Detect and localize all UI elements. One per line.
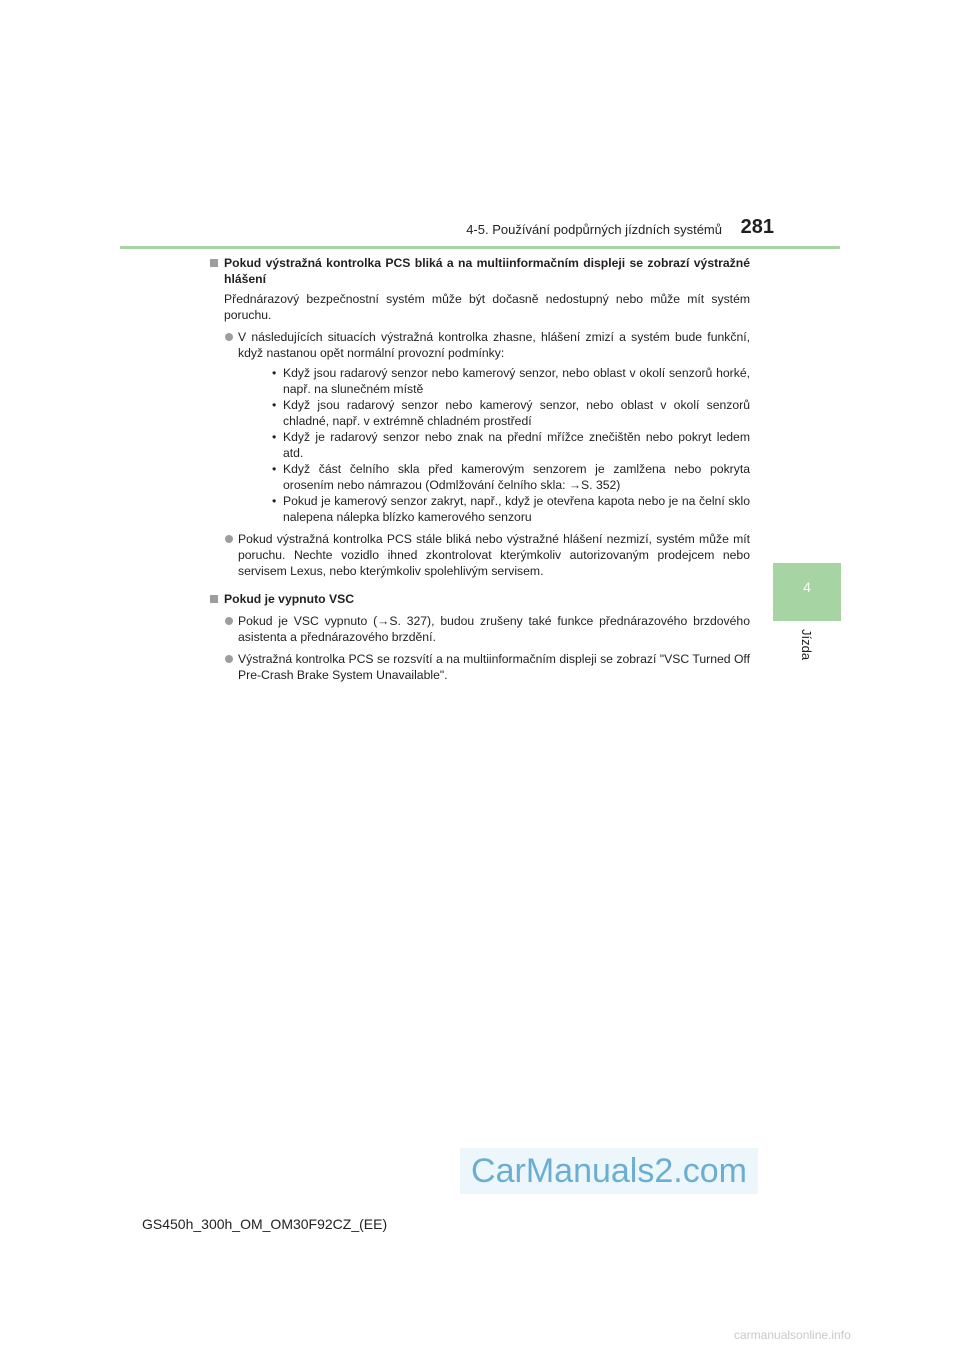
square-bullet-icon: [210, 595, 218, 603]
round-bullet-icon: [225, 617, 233, 625]
page-number: 281: [740, 216, 774, 238]
chapter-label-area: [773, 621, 841, 681]
bullet-item: V následujících situacích výstražná kontrolka zhasne, hlášení zmizí a systém bude funkční, když nastanou opět normální provozní podmínky: • Když jsou radarový senzor nebo kamerový senzor, nebo oblast v okolí senzorů horké, např. na slunečném místě • Když jsou radarový senzor nebo kamerový senzor, nebo oblast v okolí senzorů chladné, např. v extrémně chladném prostředí • Když je radarový senzor nebo znak na přední mřížce znečištěn nebo pokryt ledem atd. • Když část čelního skla před kamerovým senzorem je zamlžena nebo pokryta orosením nebo námrazou (Odmlžování čelního skla: →S. 352) • Pokud je kamerový senzor zakryt, např., když je otevřena kapota nebo je na čelní sklo nalepena nálepka blízko kamerového senzoru: [210, 329, 750, 525]
chapter-number: 4: [803, 579, 811, 595]
sub-list-item: • Když jsou radarový senzor nebo kamerový senzor, nebo oblast v okolí senzorů chladné, např. v extrémně chladném prostředí: [272, 398, 750, 428]
page-header: [120, 216, 840, 249]
chapter-label: Jízda: [799, 629, 814, 661]
bullet-item: Pokud výstražná kontrolka PCS stále bliká nebo výstražné hlášení nezmizí, systém může mít poruchu. Nechte vozidlo ihned zkontrolovat kterýmkoliv autorizovaným prodejcem nebo servisem Lexus, nebo kterýmkoliv spolehlivým servisem.: [210, 531, 750, 579]
section-heading: Pokud výstražná kontrolka PCS bliká a na multiinformačním displeji se zobrazí výstražné hlášení: [210, 255, 750, 287]
sub-list: [238, 365, 750, 525]
chapter-tab[interactable]: [773, 563, 841, 621]
section-paragraph: Přednárazový bezpečnostní systém může být dočasně nedostupný nebo může mít systém poruchu.: [224, 292, 750, 322]
sub-list-item: • Když jsou radarový senzor nebo kamerový senzor, nebo oblast v okolí senzorů horké, např. na slunečném místě: [272, 366, 750, 396]
section-title: 4-5. Používání podpůrných jízdních systémů: [466, 222, 722, 237]
sub-list-item: • Pokud je kamerový senzor zakryt, např., když je otevřena kapota nebo je na čelní sklo nalepena nálepka blízko kamerového senzoru: [272, 494, 750, 524]
watermark-site[interactable]: carmanualsonline.info: [734, 1328, 851, 1342]
sub-list-item: • Když část čelního skla před kamerovým senzorem je zamlžena nebo pokryta orosením nebo námrazou (Odmlžování čelního skla: →S. 352): [272, 462, 750, 492]
watermark-logo[interactable]: CarManuals2.com: [460, 1148, 758, 1194]
section-heading: Pokud je vypnuto VSC: [210, 591, 750, 607]
round-bullet-icon: [225, 655, 233, 663]
bullet-item: Pokud je VSC vypnuto (→S. 327), budou zrušeny také funkce přednárazového brzdového asistenta a přednárazového brzdění.: [210, 613, 750, 645]
sub-list-item: • Když je radarový senzor nebo znak na přední mřížce znečištěn nebo pokryt ledem atd.: [272, 430, 750, 460]
round-bullet-icon: [225, 333, 233, 341]
square-bullet-icon: [210, 259, 218, 267]
bullet-item: Výstražná kontrolka PCS se rozsvítí a na multiinformačním displeji se zobrazí "VSC Turned Off Pre-Crash Brake System Unavailable".: [210, 651, 750, 683]
page-content: [210, 255, 750, 683]
round-bullet-icon: [225, 535, 233, 543]
document-code: GS450h_300h_OM_OM30F92CZ_(EE): [142, 1216, 388, 1232]
